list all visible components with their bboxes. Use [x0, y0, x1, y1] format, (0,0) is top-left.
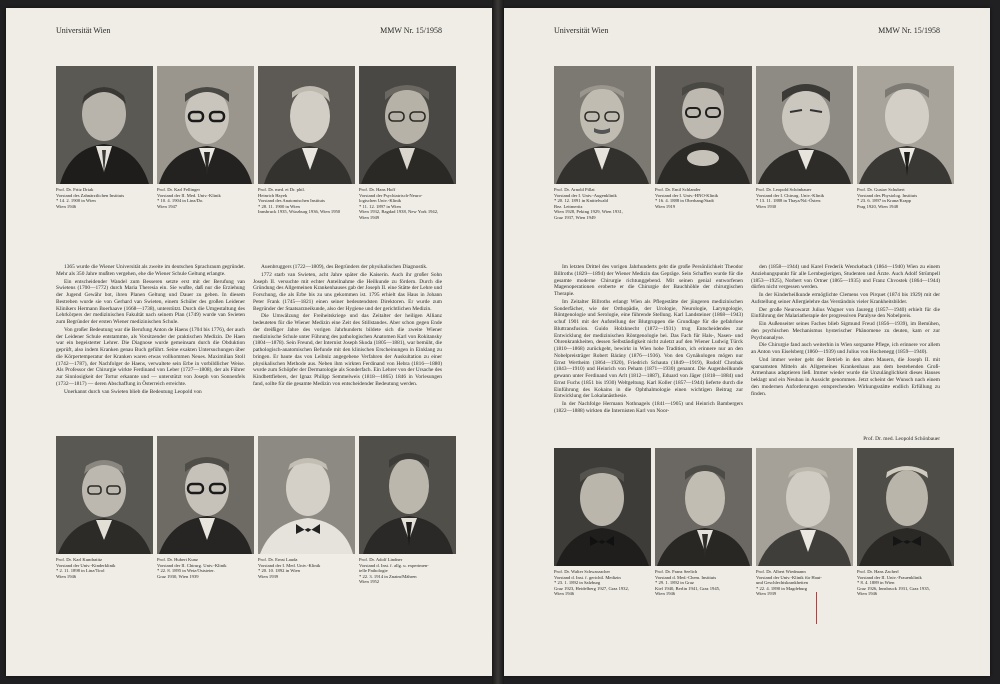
caption-line: Vorstand des Anatomischen Instituts	[258, 198, 325, 204]
portrait-caption	[157, 187, 254, 223]
text-column	[751, 264, 940, 434]
portrait-photo	[359, 436, 456, 554]
caption-line: Vorstand der Psychiatrisch-Neuro-	[359, 192, 423, 198]
caption-line: Vorstand der Univ.-Kinderklinik	[56, 562, 116, 568]
portrait-card	[157, 66, 254, 223]
caption-line: Vorstand des Zahnärztlichen Instituts	[56, 192, 125, 198]
caption-line: Vorstand d. Inst. f. allg. u. experimen-	[359, 562, 429, 568]
caption-line: Wien 1949	[359, 214, 380, 220]
paragraph: 1772 starb van Swieten, acht Jahre später die Kaiserin. Auch ihr großer Sohn Joseph II. versuchte mit echter Anteilnahme die Heilkunde zu fördern. Durch die Gründung des Allgemeinen Krankenhauses gab der Joseph II. eine Stätte der Lehre und Forschung, die als Erbe bis zu uns gekommen ist. 1795 erhielt das Haus in Johann Peter Frank (1745—1821) einen seiner bedeutendsten Direktoren. Er wurde zum Begründer der Staatsarzneikunde, also der Hygiene und der gerichtlichen Medizin.	[253, 271, 442, 312]
portrait-caption	[157, 557, 254, 593]
portrait-photo	[56, 66, 153, 184]
portrait-name: Prof. Dr. Arnold Pillat	[554, 187, 595, 192]
portrait-caption	[359, 187, 456, 223]
caption-line: telle Pathologie	[359, 568, 388, 574]
text-column	[554, 264, 743, 434]
text-column	[253, 264, 442, 432]
portrait-photo	[359, 66, 456, 184]
portrait-photo	[857, 66, 954, 184]
caption-line: Vorstand der I. Univ.-Augenklinik	[554, 192, 617, 198]
portrait-name: Prof. Dr. Adolf Lindner	[359, 557, 403, 562]
right-page	[504, 8, 990, 676]
portrait-card	[157, 436, 254, 593]
portrait-caption	[258, 187, 355, 223]
portrait-caption	[56, 187, 153, 223]
caption-line: * 22. 4. 1890 in Magdeburg	[756, 585, 808, 591]
caption-line: Vorstand der II. Chirurg. Univ.-Klinik	[157, 562, 227, 568]
caption-line: Wien 1939	[756, 591, 777, 597]
portrait-caption	[359, 557, 456, 593]
portrait-photo	[554, 448, 651, 566]
caption-line: Wien 1932, Bagdad 1938, New York 1942,	[359, 209, 439, 215]
paragraph: Ein Außenseiter seines Faches blieb Sigmund Freud (1856—1939), im Bemühen, den psychischen Mechanismus hysterischer Phänomene zu deuten, kam er zur Psychoanalyse.	[751, 321, 940, 341]
caption-line: Innsbruck 1935, Würzburg 1936, Wien 1950	[258, 209, 341, 215]
portrait-card	[359, 66, 456, 223]
portrait-row-top	[56, 66, 456, 223]
caption-line: * 8. 4. 1889 in Wien	[857, 580, 895, 586]
caption-line: * 16. 4. 1888 in Oberhang/Stadt	[655, 198, 714, 204]
caption-line: Vorstand der I. Univ.-HNO-Klinik	[655, 192, 719, 198]
paragraph: Im letzten Drittel des vorigen Jahrhunderts geht die große Persönlichkeit Theodor Billroths (1829—1894) der Wiener Medizin das Gepräge. Sein Schaffen wurde für die gesamte moderne Chirurgie richtunggebend. Mit seinen genial entworfenen Magenoperationen eroberte er die Chirurgie der Bauchhöhle der chirurgischen Therapie.	[554, 264, 743, 297]
portrait-caption	[258, 557, 355, 593]
text-columns	[554, 264, 940, 434]
portrait-card	[56, 66, 153, 223]
portrait-photo	[157, 436, 254, 554]
author-signature: Prof. Dr. med. Leopold Schönbauer	[863, 436, 940, 442]
caption-line: Vorstand d. Inst. f. gerichtl. Medizin	[554, 574, 621, 580]
text-columns	[56, 264, 442, 432]
portrait-card	[56, 436, 153, 593]
portrait-name: Prof. Dr. Karl Kundratitz	[56, 557, 103, 562]
portrait-photo	[554, 66, 651, 184]
portrait-caption	[857, 569, 954, 605]
portrait-photo	[56, 436, 153, 554]
portrait-name: Prof. Dr. Hans Zacherl	[857, 569, 899, 574]
caption-line: Vorstand der I. Chirurg. Univ.-Klinik	[756, 192, 825, 198]
portrait-name: Prof. Dr. Hubert Kunz	[157, 557, 198, 562]
portrait-caption	[655, 569, 752, 605]
caption-line: Wien 1946	[56, 203, 77, 209]
portrait-card	[554, 66, 651, 223]
header-right: MMW Nr. 15/1958	[878, 26, 940, 35]
portrait-caption	[857, 187, 954, 223]
caption-line: Vorstand der Univ.-Klinik für Haut-	[756, 574, 822, 580]
portrait-caption	[756, 187, 853, 223]
portrait-row-bottom	[56, 436, 456, 593]
paragraph: Die Chirurgie fand auch weiterhin in Wien sorgsame Pflege, ich erinnere vor allem an Anton von Eiselsberg (1860—1939) und Julius von Hochenegg (1859—1940).	[751, 342, 940, 355]
caption-line: Vorstand d. Med.-Chem. Instituts	[655, 574, 717, 580]
portrait-photo	[258, 66, 355, 184]
caption-line: Vorstand der II. Univ.-Frauenklinik	[857, 574, 922, 580]
portrait-card	[857, 66, 954, 223]
paragraph: Der große Neurowarzt Julius Wagner von Jauregg (1857—1940) erhielt für die Einführung der Malariatherapie der progressiven Paralyse den Nobelpreis.	[751, 306, 940, 320]
caption-line: * 22. 8. 1895 in Weiz/Oststeier.	[157, 568, 215, 574]
book-gutter	[492, 0, 504, 684]
caption-line: * 28. 11. 1900 in Wien	[258, 203, 300, 209]
caption-line: Bez. Leitmeritz	[554, 203, 583, 209]
caption-line: * 13. 11. 1888 in Thaya/Nd.-Österr.	[756, 198, 822, 204]
caption-line: Vorstand des Physiolog. Instituts	[857, 192, 918, 198]
caption-line: * 11. 12. 1897 in Wien	[359, 203, 401, 209]
caption-line: * 14. 2. 1900 in Wien	[56, 198, 96, 204]
caption-line: * 20. 12. 1891 in Knittelwald	[554, 198, 608, 204]
caption-line: * 22. 3. 1914 in Znaim/Mähren	[359, 573, 417, 579]
paragraph: In der Kinderheilkunde ermöglichte Clemens von Pirquet (1874 bis 1929) mit der Aufstellung seiner Allergielehre das Verständnis vieler Krankheitsbilder.	[751, 292, 940, 305]
caption-line: * 23. 1. 1892 in Salzburg	[554, 580, 601, 586]
header-left: Universität Wien	[56, 26, 111, 35]
paragraph: Im Zeitalter Billroths erlangt Wien als Pflegestätte der jüngeren medizinischen Sonderfächer, wie der Orthopädie, der Urologie, Neurologie, Laryngologie, Röntgenologie und Serologie, eine führende Stellung. Karl Landsteiner (1868—1943) schuf 1901 mit der Aufstellung der Blutgruppen die Grundlage für die gefahrlose Bluttransfusion. Guido Holzknecht (1872—1931) trug Entscheidendes zur Entwicklung der medizinischen Röntgenologie bei. Das Fach für Hals-, Nasen- und Ohrenkrankheiten, dessen Selbständigkeit nicht zuletzt auf den Wiener Ludwig Türck (1810—1868) zurückgeht, bewirkt in Wien hohe Tradition, ich erinnere nur an den Nobelpreisträger Robert Bárány (1876—1936). Von den Gynäkologen mögen nur Ernst Wertheim (1864—1920), Friedrich Schauta (1849—1919), Rudolf Chrobak (1843—1910) und Heinrich von Peham (1871—1930) genannt. Die Augenheilkunde gewann unter Ferdinand von Arlt (1812—1887), Eduard von Jäger (1818—1884) und Ernst Fuchs (1851 bis 1930) Weltgeltung. Karl Koller (1857—1944) lieferte durch die Einführung des Kokains in die Ophthalmologie einen wichtigen Beitrag zur Entwicklung der Lokalanästhesie.	[554, 298, 743, 400]
caption-line: Graz 1937, Wien 1949	[554, 214, 596, 220]
portrait-caption	[756, 569, 853, 605]
header-left: Universität Wien	[554, 26, 609, 35]
caption-line: Wien 1939	[258, 573, 279, 579]
portrait-caption	[655, 187, 752, 223]
portrait-photo	[756, 66, 853, 184]
portrait-photo	[857, 448, 954, 566]
page-header	[554, 26, 940, 36]
caption-line: Wien 1947	[157, 203, 178, 209]
portrait-card	[554, 448, 651, 605]
caption-line: Wien 1928, Peking 1929, Wien 1931,	[554, 209, 623, 215]
page-header	[56, 26, 442, 36]
portrait-card	[857, 448, 954, 605]
caption-line: Wien 1952	[359, 579, 380, 585]
portrait-name: Prof. Dr. Karl Fellinger	[157, 187, 200, 192]
caption-line: Wien 1946	[857, 591, 878, 597]
portrait-card	[655, 448, 752, 605]
left-page	[6, 8, 492, 676]
portrait-name: Prof. Dr. Gustav Schubert	[857, 187, 905, 192]
portrait-name: Prof. Dr. Leopold Schönbauer	[756, 187, 812, 192]
paragraph: den (1858—1944) und Karel Frederik Wenckebach (1864—1940) Wien zu einem Anziehungspunkt für alle Lernbegierigen, Studenten und Ärzte. Auch Adolf Strümpell (1853—1925), Norbert von Ortner (1865—1935) und Franz Chvostek (1864—1944) dürfen nicht vergessen werden.	[751, 264, 940, 291]
portrait-name: Prof. Dr. Franz Seelich	[655, 569, 698, 574]
portrait-name: Prof. Dr. Albert Wiedmann	[756, 569, 806, 574]
portrait-name: Prof. Dr. Walter Schwarzacher	[554, 569, 611, 574]
red-pencil-mark	[816, 592, 817, 624]
portrait-card	[756, 448, 853, 605]
text-column	[56, 264, 245, 432]
caption-line: * 2. 11. 1898 in Linz/Tirol	[56, 568, 105, 574]
portrait-caption	[56, 557, 153, 593]
caption-line: Graz 1926, Innsbruck 1931, Graz 1935,	[857, 585, 930, 591]
caption-line: Vorstand der I. Med. Univ.-Klinik	[258, 562, 321, 568]
caption-line: Wien 1946	[655, 591, 676, 597]
caption-line: und Geschlechtskrankheiten	[756, 580, 808, 586]
portrait-card	[258, 436, 355, 593]
paragraph: In der Nachfolge Hermann Nothnagels (1841—1905) und Heinrich Bambergers (1822—1888) wirkten die Internisten Karl von Noor-	[554, 401, 743, 414]
portrait-photo	[258, 436, 355, 554]
caption-line: Kiel 1940, Berlin 1941, Graz 1945,	[655, 585, 721, 591]
portrait-card	[258, 66, 355, 223]
portrait-photo	[157, 66, 254, 184]
caption-line: Wien 1946	[56, 573, 77, 579]
caption-line: Graz 1923, Heidelberg 1927, Graz 1932,	[554, 585, 629, 591]
caption-line: Wien 1946	[554, 591, 575, 597]
paragraph: Unerkannt durch van Swieten blieb die Bedeutung Leopold von	[64, 388, 202, 395]
caption-line: Prag 1920, Wien 1948	[857, 203, 899, 209]
caption-line: Vorstand der II. Med. Univ.-Klinik	[157, 192, 221, 198]
paragraph: Von großer Bedeutung war die Berufung Anton de Haens (1704 bis 1776), der auch der Leidener Schule entstammte, als Vorsitzender der praktischen Medizin. De Haen war ein begeisterter Lehrer. Die Diagnose wurde gemeinsam durch die Obduktion geprüft, also indem Kranken genau Buch geführt. Seine exakten Untersuchungen über die Körpertemperatur der Kranken waren etwas vollkommen Neues. Maximilian Stoll (1742—1787), der Nachfolger de Haens, verwaltete sein Erbe in vorbildlicher Weise. Als Professor der Chirurgie wirkte Ferdinand von Leber (1727—1808), der als Führer zur Sinnlosigkeit der Tortur erkannte und — unterstützt von Joseph von Sonnenfels (1732—1817) — deren Abschaffung in Österreich erreichte.	[56, 326, 245, 387]
caption-line: Wien 1919	[655, 203, 676, 209]
portrait-photo	[655, 448, 752, 566]
portrait-card	[359, 436, 456, 593]
caption-line: Wien 1930	[756, 203, 777, 209]
caption-line: logischen Univ.-Klinik	[359, 198, 402, 204]
caption-line: * 20. 10. 1892 in Wien	[258, 568, 300, 574]
caption-line: Graz 1930, Wien 1939	[157, 573, 199, 579]
header-right: MMW Nr. 15/1958	[380, 26, 442, 35]
portrait-card	[655, 66, 752, 223]
portrait-name: Prof. Dr. Fritz Driak	[56, 187, 94, 192]
caption-line: * 10. 4. 1904 in Linz/Do.	[157, 198, 204, 204]
portrait-row-bottom	[554, 448, 954, 605]
caption-line: * 29. 1. 1892 in Graz	[655, 580, 694, 586]
paragraph: Und immer weiter geht der Betrieb in den alten Mauern, die Joseph II. mit sparsamsten Mitteln als Allgemeines Krankenhaus aus dem bestehenden Groß-Armenhaus adaptieren ließ. Immer wieder wurde die Unzulänglichkeit dieses Hauses beklagt und ein Neubau in Aussicht genommen. Jetzt scheint der Wunsch nach einem den modernen Anforderungen entsprechenden Wirkungsstätte endlich Erfüllung zu finden.	[751, 356, 940, 397]
portrait-caption	[554, 569, 651, 605]
portrait-photo	[756, 448, 853, 566]
portrait-name: Prof. Dr. med. et Dr. phil.	[258, 187, 305, 192]
portrait-name: Prof. Dr. Ernst Lauda	[258, 557, 298, 562]
portrait-photo	[655, 66, 752, 184]
portrait-card	[756, 66, 853, 223]
paragraph: Ein entscheidender Wandel zum Besseren setzte erst mit der Berufung van Swietens (1700—1772) durch Maria Theresia ein. Sie wußte, daß nur die Erziehung der Jugend Gewähr bot, ihren Planen Geltung und Dauer zu geben. In diesem Bestreben wurde sie von Gerhard van Swieten, einem Schüler des großen Leidener Klinikers Hermann Boerhaave (1668—1738), unterstützt. Durch die Umgestaltung des Lehrkörpers der medizinischen Fakultät nach seinem Plan (1749) wurde van Swieten zum Begründer der ersten Wiener medizinischen Schule.	[56, 278, 245, 325]
portrait-name: Prof. Dr. Hans Hoff	[359, 187, 396, 192]
portrait-name: Prof. Dr. Emil Schlander	[655, 187, 701, 192]
portrait-row-top	[554, 66, 954, 223]
paragraph: Auenbruggers (1722—1809), des Begründers der physikalischen Diagnostik.	[261, 264, 428, 270]
paragraph: 1365 wurde die Wiener Universität als zweite im deutschen Sprachraum gegründet. Mehr als 350 Jahre mußten vergehen, ehe die Wiener Schule Geltung erlangte.	[56, 264, 245, 277]
caption-line: * 23. 6. 1897 in Kranz/Krapp	[857, 198, 911, 204]
caption-line: Heinrich Hayek	[258, 192, 288, 198]
paragraph: Die Umwälzung der Freiheitskriege und das Zeitalter der heiligen Allianz bedeuteten für die Wiener Medizin eine Zeit des Stillstandes. Aber schon gegen Ende der dreißiger Jahre des vorigen Jahrhunderts bildete sich die zweite Wiener medizinische Schule unter Führung des pathologischen Anatomen Karl von Rokitansky (1804—1878). Sein Freund, der Internist Joseph Skoda (1805—1881), war bemüht, die pathologisch-anatomischen Befunde mit den klinischen Erscheinungen in Einklang zu bringen. Er baute das von Leibniz angegebene Verfahren der Auskultation zu einer physikalischen Methode aus. Neben ihm wirkten Ferdinand von Hebra (1816—1880) wurde zum Schöpfer der Dermatologie als Sonderfach. Ein Lehrer von der Ursache des Kindbettfiebers, der Ignaz Philipp Semmelweis (1818—1865) 1846 in Vorlesungen fand, sollte für die gesamte Medizin von entscheidender Bedeutung werden.	[253, 313, 442, 387]
portrait-caption	[554, 187, 651, 223]
